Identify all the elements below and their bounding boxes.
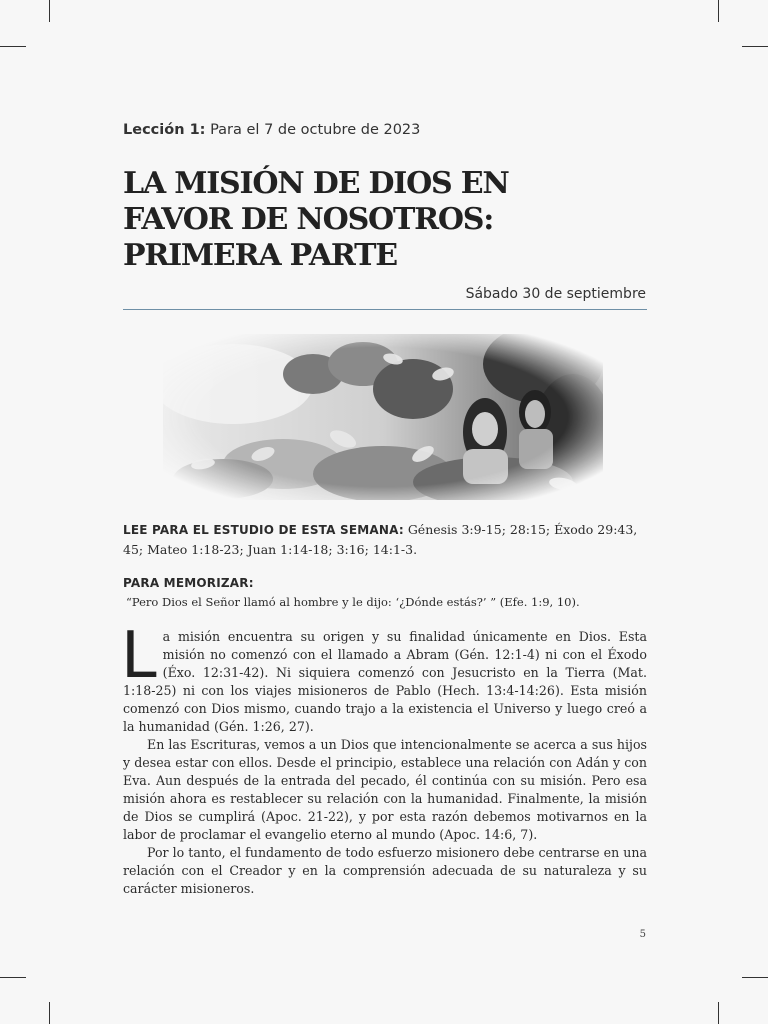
crop-mark [742, 46, 768, 47]
memorize-label: PARA MEMORIZAR: [123, 576, 254, 590]
title-line: FAVOR DE NOSOTROS: [123, 202, 494, 237]
title-line: LA MISIÓN DE DIOS EN [123, 166, 509, 201]
crop-mark [718, 1002, 719, 1024]
memory-verse: “Pero Dios el Señor llamó al hombre y le dijo: ‘¿Dónde estás?’ ” (Efe. 1:9, 10). [126, 595, 580, 609]
body-paragraph: a misión encuentra su origen y su finalidad únicamente en Dios. Esta misión no comenzó con el llamado a Abram (Gén. 12:1-4) ni con el Éxodo (Éxo. 12:31-42). Ni siquiera comenzó con Jesucristo en la Tierra (Mat. 1:18-25) ni con los viajes misioneros de Pablo (Hech. 13:4-14:26). Esta misión comenzó con Dios mismo, cuando trajo a la existencia el Universo y luego creó a la humanidad (Gén. 1:26, 27). [123, 629, 647, 734]
garden-illustration [163, 334, 603, 500]
crop-mark [49, 1002, 50, 1024]
body-paragraph: En las Escrituras, vemos a un Dios que intencionalmente se acerca a sus hijos y desea estar con ellos. Desde el principio, establece una relación con Adán y con Eva. Aun después de la entrada del pecado, él continúa con su misión. Pero esa misión ahora es restablecer su relación con la humanidad. Finalmente, la misión de Dios se cumplirá (Apoc. 21-22), y por esta razón debemos motivarnos en la labor de proclamar el evangelio eterno al mundo (Apoc. 14:6, 7). [123, 737, 647, 842]
crop-mark [0, 46, 26, 47]
lesson-date: Para el 7 de octubre de 2023 [210, 122, 421, 138]
drop-cap: L [121, 619, 157, 693]
study-label: LEE PARA EL ESTUDIO DE ESTA SEMANA: [123, 523, 404, 537]
lesson-body [121, 619, 647, 898]
crop-mark [0, 977, 26, 978]
lesson-heading [123, 122, 420, 138]
body-paragraph: Por lo tanto, el fundamento de todo esfuerzo misionero debe centrarse en una relación con el Creador y en la comprensión adecuada de su naturaleza y su carácter misioneros. [123, 845, 647, 896]
crop-mark [49, 0, 50, 22]
title-line: PRIMERA PARTE [123, 238, 397, 273]
crop-mark [718, 0, 719, 22]
divider-rule [123, 309, 647, 310]
crop-mark [742, 977, 768, 978]
study-references [123, 520, 653, 560]
study-refs: Génesis 3:9-15; 28:15; Éxodo 29:43, 45; Mateo 1:18-23; Juan 1:14-18; 3:16; 14:1-3. [123, 522, 638, 557]
page-number: 5 [639, 929, 646, 940]
day-date: Sábado 30 de septiembre [465, 286, 646, 302]
lesson-label: Lección 1: [123, 122, 206, 138]
lesson-title [123, 166, 509, 274]
